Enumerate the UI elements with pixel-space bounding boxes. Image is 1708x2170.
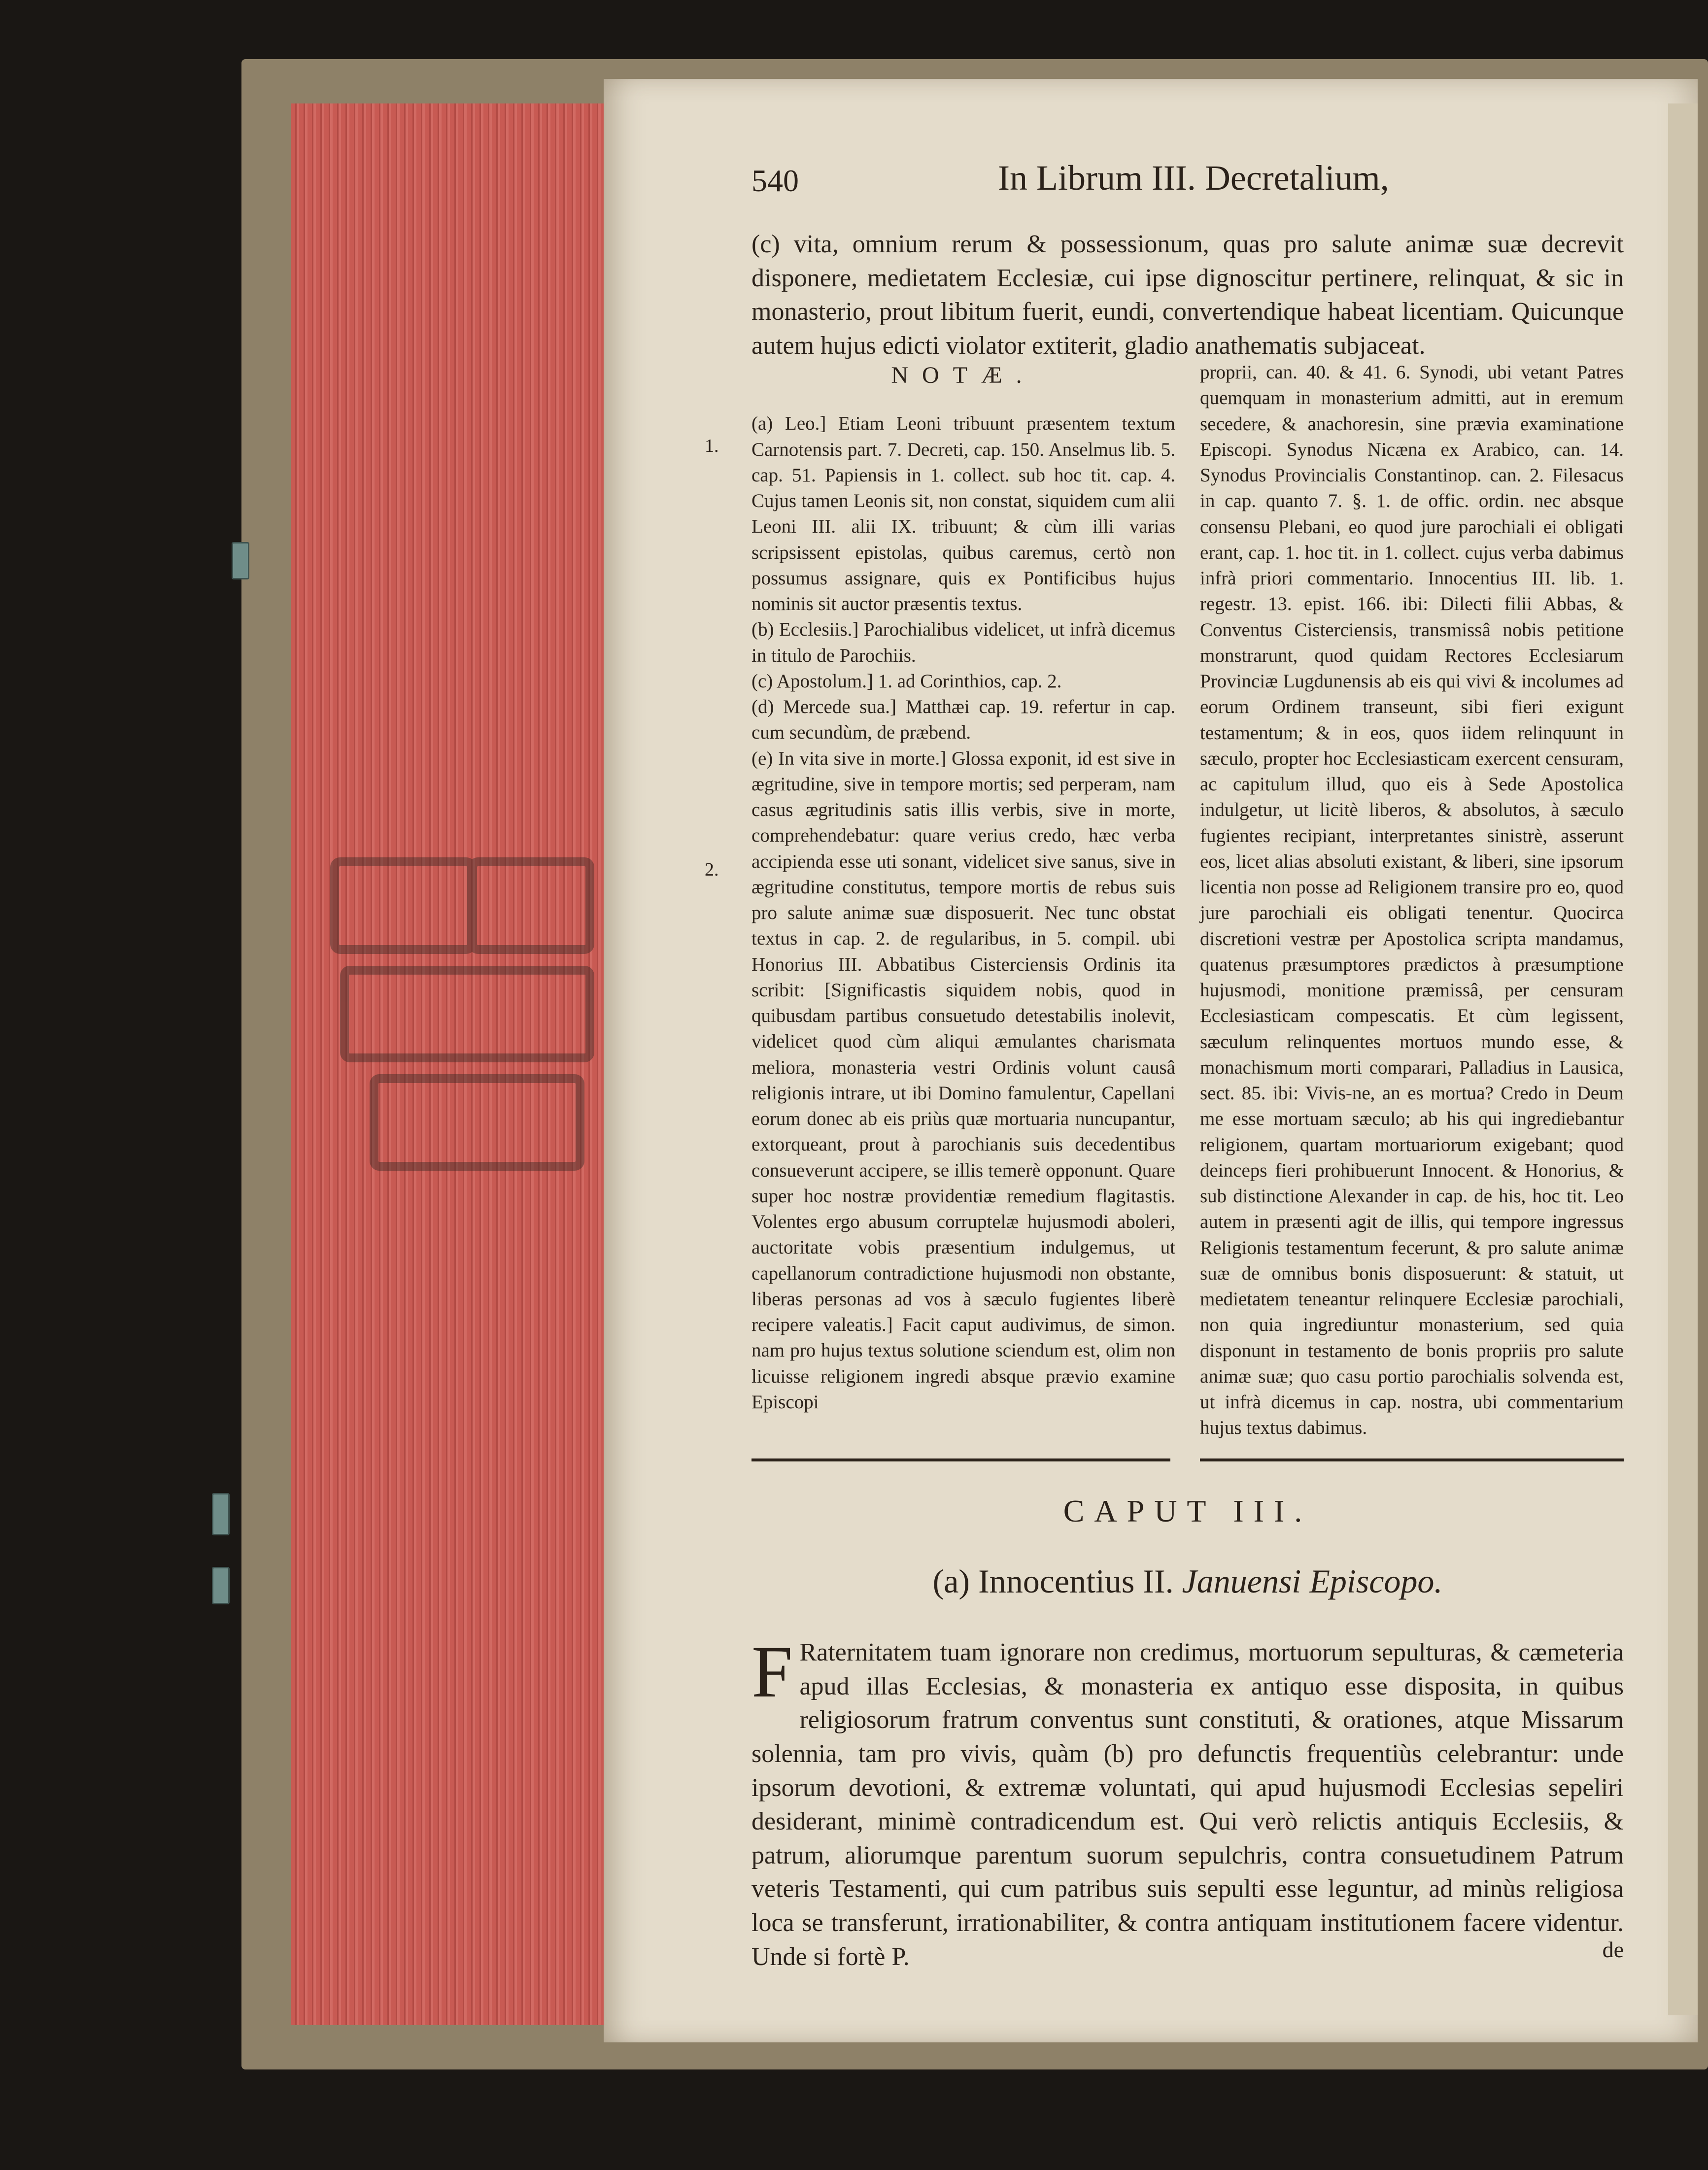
chapter-author: (a) Innocentius II.: [932, 1562, 1174, 1600]
lower-clasp-bottom: [212, 1567, 230, 1604]
margin-number-2: 2.: [705, 859, 719, 880]
chapter-subheading: [752, 1562, 1624, 1601]
lower-clasp-top: [212, 1493, 230, 1535]
catchword: de: [1602, 1937, 1624, 1962]
chapter-body: [752, 1631, 1624, 1974]
margin-number-1: 1.: [705, 436, 719, 456]
upper-clasp: [232, 542, 249, 579]
divider-rule-left: [752, 1458, 1170, 1461]
intro-paragraph: (c) vita, omnium rerum & possessionum, quas pro salute animæ suæ decrevit disponere, medietatem Ecclesiæ, cui ipse dignoscitur pertinere, relinquat, & sic in monasterio, prout libitum fuerit, eundi, convertendique habeat licentiam. Quicunque autem hujus edicti violator extiterit, gladio anathematis subjaceat.: [752, 230, 1624, 360]
note-d: (d) Mercede sua.] Matthæi cap. 19. refertur in cap. cum secundùm, de præbend.: [752, 696, 1175, 744]
notes-left-column: [705, 360, 1175, 1415]
divider-rule-right: [1200, 1458, 1624, 1461]
page-text-block: [705, 148, 1624, 1971]
drop-capital: F: [752, 1631, 793, 1713]
chapter-addressee: Januensi Episcopo.: [1182, 1562, 1443, 1600]
note-a: (a) Leo.] Etiam Leoni tribuunt præsentem textum Carnotensis part. 7. Decreti, cap. 150. Anselmus lib. 5. cap. 51. Papiensis in 1. collect. sub hoc tit. cap. 4. Cujus tamen Leonis sit, non constat, siquidem cum alii Leoni III. alii IX. tribuunt; & cùm illi varias scripsissent epistolas, quibus caremus, certò non possumus assignare, quis ex Pontificibus hujus nominis sit auctor præsentis textus.: [752, 413, 1175, 615]
note-b: (b) Ecclesiis.] Parochialibus videlicet, ut infrà dicemus in titulo de Parochiis.: [752, 619, 1175, 666]
chapter-heading: CAPUT III.: [1063, 1493, 1312, 1528]
note-e: (e) In vita sive in morte.] Glossa exponit, id est sive in ægritudine, sive in tempore mortis; sed perperam, nam casus ægritudinis satis illis verbis, sive in morte, comprehendebatur: quare verius credo, hæc verba accipienda esse uti sonant, videlicet sive sanus, sive in ægritudine constitutus, tempore mortis de rebus suis pro salute animæ suæ disposuerit. Nec tunc obstat textus in cap. 2. de regularibus, in 5. compil. ubi Honorius III. Abbatibus Cisterciensis Ordinis ita scribit: [Significastis siquidem nobis, quod in quibusdam partibus consuetudo detestabilis inolevit, videlicet quod cùm aliqui æmulantes charismata meliora, monasteria vestri Ordinis volunt causâ religionis intrare, ut ibi Domino famulentur, Capellani eorum donec ab eis priùs quæ mortuaria nuncupantur, extorqueant, prout à parochianis suis decedentibus consueverunt accipere, se illis temerè opponunt. Quare super hoc nostræ providentiæ remedium flagitastis. Volentes ergo abusum corruptelæ hujusmodi aboleri, auctoritate vobis præsentium indulgemus, ut capellanorum contradictione hujusmodi non obstante, liberas personas ad vos à sæculo fugientes liberè recipere valeatis.] Facit caput audivimus, de simon. nam pro hujus textus solutione sciendum est, olim non licuisse religionem ingredi absque prævio examine Episcopi: [752, 747, 1175, 1413]
library-stamp: [320, 838, 616, 1173]
page-number: 540: [752, 163, 799, 198]
running-head: [752, 158, 1624, 202]
note-c: (c) Apostolum.] 1. ad Corinthios, cap. 2.: [752, 670, 1062, 692]
notes-heading: NOTÆ.: [891, 362, 1036, 388]
running-title: In Librum III. Decretalium,: [998, 158, 1389, 198]
note-continuation: proprii, can. 40. & 41. 6. Synodi, ubi vetant Patres quemquam in monasterium admitti, aut in eremum secedere, & anachoresin, sine prævia examinatione Episcopi. Synodus Nicæna ex Arabico, can. 14. Synodus Provincialis Constantinop. can. 2. Filesacus in cap. quanto 7. §. 1. de offic. ordin. nec absque consensu Plebani, eo quod jure parochiali ei obligati erant, cap. 1. hoc tit. in 1. collect. cujus verba dabimus infrà priori commentario. Innocentius III. lib. 1. regestr. 13. epist. 166. ibi: Dilecti filii Abbas, & Conventus Cisterciensis, transmissâ nobis petitione monstrarunt, quod quidam Rectores Ecclesiarum Provinciæ Lugdunensis ab eis qui vivi & incolumes ad eorum Ordinem transeunt, sibi fieri exigunt testamentum; & in eos, quos iidem relinquunt in sæculo, propter hoc Ecclesiasticam exercent censuram, ac capitulum illud, quo eis à Sede Apostolica indulgetur, ut licitè liberos, & absolutos, à sæculo fugientes recipiant, interpretantes sinistrè, asserunt eos, licet alias absoluti existant, & liberi, sine ipsorum licentia non posse ad Religionem transire pro eo, quod jure parochiali eis obligati tenentur. Quocirca discretioni vestræ per Apostolica scripta mandamus, quatenus præsumptores prædictos à præsumptione hujusmodi, monitione præmissâ, per censuram Ecclesiasticam compescatis. Et cùm legissent, sæculum relinquentes mortuos mundo esse, & monachismum morti comparari, Palladius in Lausica, sect. 85. ibi: Vivis-ne, an es mortua? Credo in Deum me esse mortuam sæculo; ab his qui ingrediebantur religionem, quartam mortuariorum exigebant; quod deinceps fieri prohibuerunt Innocent. & Honorius, & sub distinctione Alexander in cap. de his, hoc tit. Leo autem in præsenti agit de illis, qui tempore ingressus Religionis testamentum fecerunt, & pro salute animæ suæ de omnibus bonis disposuerunt: & statuit, ut medietatem teneantur relinquere Ecclesiæ parochiali, non quia ingrediuntur monasterium, sed quia disponunt in testamento de bonis propriis pro salute animæ suæ; quo casu portio parochialis solvenda est, ut infrà dicemus in cap. nostra, ubi commentarium hujus textus dabimus.: [1200, 362, 1624, 1439]
facing-page-edge: [1668, 103, 1698, 2015]
chapter-body-text: Raternitatem tuam ignorare non credimus, mortuorum sepulturas, & cæmeteria apud illas Ecclesias, & monasteria ex antiquo esse disposita, in quibus religiosorum fratrum conventus sunt constituti, & orationes, atque Missarum solennia, tam pro vivis, quàm (b) pro defunctis frequentiùs celebrantur: unde ipsorum devotioni, & extremæ voluntati, qui apud hujusmodi Ecclesias sepeliri desiderant, minimè contradicendum est. Qui verò relictis antiquis Ecclesiis, & patrum, aliorumque parentum suorum sepulchris, contra consuetudinem Patrum veteris Testamenti, qui cum patribus suis sepulti esse leguntur, ad minùs religiosa loca se transferunt, irrationabiliter, & contra antiquam institutionem facere videntur. Unde si fortè P.: [752, 1638, 1624, 1971]
notes-right-column: [1200, 360, 1624, 1441]
